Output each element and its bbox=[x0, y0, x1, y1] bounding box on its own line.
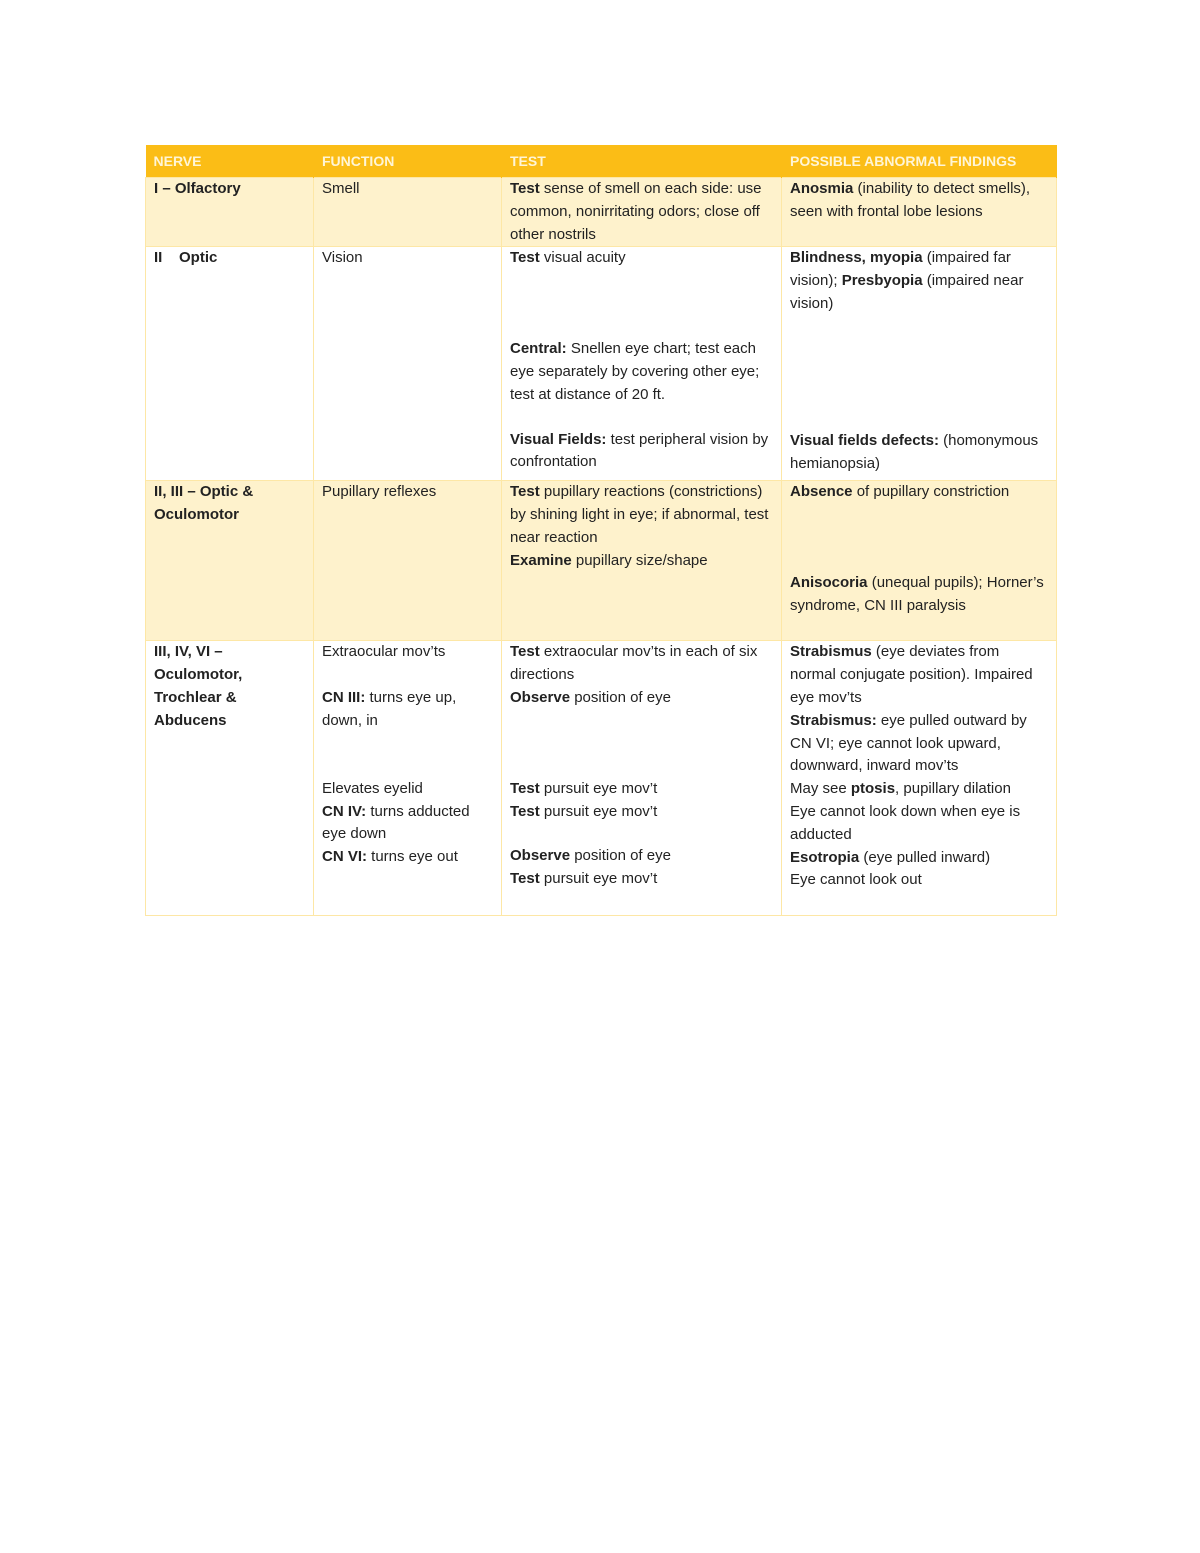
finding-text: of pupillary constriction bbox=[852, 483, 1010, 501]
test-entry bbox=[510, 550, 773, 573]
header-nerve: NERVE bbox=[146, 145, 314, 178]
finding-text: (inability to detect smells), seen with frontal lobe lesions bbox=[790, 180, 1031, 220]
finding-keyword: Presbyopia bbox=[841, 272, 923, 290]
test-text: pursuit eye mov’t bbox=[539, 870, 658, 888]
function-cell bbox=[314, 178, 502, 247]
finding-keyword: Anisocoria bbox=[790, 574, 868, 592]
findings-cell bbox=[782, 178, 1057, 247]
function-entry bbox=[322, 687, 493, 733]
test-entry bbox=[510, 801, 773, 824]
finding-text: May see bbox=[790, 780, 851, 798]
function-text: turns eye up, down, in bbox=[322, 689, 457, 729]
table-row bbox=[146, 481, 1057, 641]
nerve-name: III, IV, VI – Oculomotor, Trochlear & Abducens bbox=[154, 643, 243, 729]
function-text: Elevates eyelid bbox=[322, 779, 423, 797]
test-text: sense of smell on each side: use common, nonirritating odors; close off other nostrils bbox=[510, 180, 762, 243]
test-cell bbox=[502, 481, 782, 641]
finding-entry bbox=[790, 710, 1048, 778]
function-text: Vision bbox=[322, 249, 363, 267]
finding-entry bbox=[790, 430, 1048, 476]
nerve-name: I – Olfactory bbox=[154, 180, 241, 197]
finding-text: (homonymous hemianopsia) bbox=[790, 431, 1039, 472]
test-keyword: Test bbox=[510, 483, 540, 501]
finding-keyword: ptosis bbox=[850, 780, 896, 798]
cranial-nerves-table bbox=[145, 145, 1057, 916]
test-keyword: Central: bbox=[510, 340, 567, 358]
findings-cell bbox=[782, 247, 1057, 481]
finding-entry bbox=[790, 641, 1048, 709]
findings-cell bbox=[782, 641, 1057, 916]
finding-entry bbox=[790, 847, 1048, 870]
finding-text: (eye deviates from normal conjugate position). Impaired eye mov’ts bbox=[790, 643, 1033, 706]
test-keyword: Observe bbox=[510, 847, 571, 865]
test-keyword: Test bbox=[510, 802, 540, 820]
finding-keyword: Blindness, myopia bbox=[790, 249, 923, 267]
nerve-cell bbox=[146, 247, 314, 481]
function-text: turns eye out bbox=[367, 848, 458, 866]
test-keyword: Test bbox=[510, 249, 540, 267]
finding-text: (eye pulled inward) bbox=[859, 848, 991, 866]
findings-cell bbox=[782, 481, 1057, 641]
nerve-cell bbox=[146, 178, 314, 247]
test-entry bbox=[510, 338, 773, 406]
test-entry bbox=[510, 687, 773, 710]
test-text: position of eye bbox=[570, 847, 671, 865]
function-entry bbox=[322, 801, 493, 847]
test-entry bbox=[510, 778, 773, 801]
test-entry bbox=[510, 641, 773, 687]
test-entry bbox=[510, 481, 773, 549]
test-entry bbox=[510, 247, 773, 270]
finding-keyword: Visual fields defects: bbox=[790, 431, 939, 449]
test-text: pursuit eye mov’t bbox=[539, 779, 658, 797]
finding-text: eye pulled outward by CN VI; eye cannot look upward, downward, inward mov’ts bbox=[790, 711, 1027, 775]
test-text: visual acuity bbox=[539, 249, 626, 267]
finding-entry bbox=[790, 572, 1048, 618]
test-cell bbox=[502, 641, 782, 916]
test-keyword: Test bbox=[510, 643, 540, 661]
function-keyword: CN IV: bbox=[322, 802, 367, 820]
test-entry bbox=[510, 429, 773, 475]
test-keyword: Examine bbox=[510, 551, 572, 569]
finding-text: (impaired near vision) bbox=[790, 272, 1024, 312]
test-keyword: Observe bbox=[510, 688, 571, 706]
test-text: extraocular mov’ts in each of six directions bbox=[510, 643, 758, 684]
header-findings: POSSIBLE ABNORMAL FINDINGS bbox=[782, 145, 1057, 178]
test-entry bbox=[510, 178, 773, 246]
test-entry bbox=[510, 868, 773, 891]
test-keyword: Test bbox=[510, 870, 540, 888]
test-entry bbox=[510, 845, 773, 868]
finding-entry bbox=[790, 178, 1048, 224]
test-cell bbox=[502, 178, 782, 247]
test-text: pupillary size/shape bbox=[571, 551, 708, 569]
test-text: pursuit eye mov’t bbox=[539, 802, 658, 820]
finding-entry bbox=[790, 778, 1048, 801]
table-row bbox=[146, 641, 1057, 916]
function-text: Pupillary reflexes bbox=[322, 483, 437, 501]
nerve-cell bbox=[146, 641, 314, 916]
finding-entry bbox=[790, 801, 1048, 847]
finding-keyword: Anosmia bbox=[790, 180, 854, 197]
finding-keyword: Esotropia bbox=[790, 848, 860, 866]
nerve-name: II Optic bbox=[154, 249, 218, 267]
finding-entry bbox=[790, 869, 1048, 892]
nerve-cell bbox=[146, 481, 314, 641]
test-keyword: Visual Fields: bbox=[510, 430, 607, 448]
table-row bbox=[146, 178, 1057, 247]
finding-text: (unequal pupils); Horner’s syndrome, CN III paralysis bbox=[790, 574, 1044, 614]
table-header-row bbox=[146, 145, 1057, 178]
finding-text: , pupillary dilation bbox=[895, 780, 1011, 798]
function-text: Extraocular mov’ts bbox=[322, 643, 446, 661]
function-keyword: CN III: bbox=[322, 689, 366, 707]
header-function: FUNCTION bbox=[314, 145, 502, 178]
test-keyword: Test bbox=[510, 779, 540, 797]
finding-entry bbox=[790, 481, 1048, 504]
test-text: position of eye bbox=[570, 688, 671, 706]
function-text: Smell bbox=[322, 180, 360, 197]
function-cell bbox=[314, 481, 502, 641]
test-keyword: Test bbox=[510, 180, 540, 197]
function-entry bbox=[322, 641, 493, 664]
finding-entry bbox=[790, 247, 1048, 315]
test-cell bbox=[502, 247, 782, 481]
function-keyword: CN VI: bbox=[322, 848, 367, 866]
finding-text: Eye cannot look down when eye is adducted bbox=[790, 802, 1021, 843]
finding-text: Eye cannot look out bbox=[790, 871, 922, 889]
table-row bbox=[146, 247, 1057, 481]
test-text: Snellen eye chart; test each eye separately by covering other eye; test at distance of 20 ft. bbox=[510, 340, 760, 403]
finding-text: (impaired far vision); bbox=[790, 249, 1011, 290]
function-entry bbox=[322, 778, 493, 801]
finding-keyword: Strabismus: bbox=[790, 711, 877, 729]
function-entry bbox=[322, 846, 493, 869]
function-cell bbox=[314, 247, 502, 481]
nerve-name: II, III – Optic & Oculomotor bbox=[154, 483, 254, 524]
finding-keyword: Strabismus bbox=[790, 643, 872, 661]
test-text: test peripheral vision by confrontation bbox=[510, 430, 769, 471]
function-text: turns adducted eye down bbox=[322, 802, 470, 843]
test-text: pupillary reactions (constrictions) by shining light in eye; if abnormal, test near reaction bbox=[510, 483, 769, 546]
header-test: TEST bbox=[502, 145, 782, 178]
finding-keyword: Absence bbox=[790, 483, 853, 501]
function-cell bbox=[314, 641, 502, 916]
